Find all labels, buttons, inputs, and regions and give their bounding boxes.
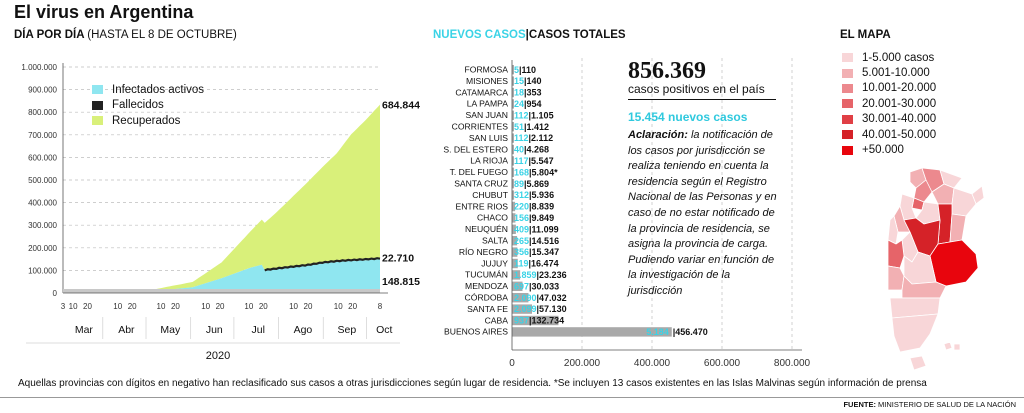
bar-value-label: 156|9.849 <box>514 213 555 223</box>
bar-value-label: 89|5.869 <box>514 178 550 189</box>
area-end-label: 22.710 <box>382 252 415 265</box>
map-legend-item <box>842 127 936 142</box>
bar-value-label: 2.099|57.130 <box>514 304 567 315</box>
note-bold: Aclaración: <box>628 129 688 141</box>
daily-heading-bold: DÍA POR DÍA <box>14 29 85 41</box>
bar-category-label: NEUQUÉN <box>465 224 508 235</box>
bar-value-label: 1.859|23.236 <box>514 270 567 280</box>
legend-label-fallecidos: Fallecidos <box>112 99 164 112</box>
bar-row <box>465 65 537 75</box>
area-legend <box>92 82 204 129</box>
area-month-label: Jun <box>205 324 223 336</box>
bar-value-label: 40|4.268 <box>514 144 550 155</box>
bar-value-label: 119|16.474 <box>514 258 559 269</box>
bar-value-label: 24|954 <box>514 99 542 109</box>
map-region-buenos-aires <box>930 240 978 286</box>
bar-row <box>482 236 559 246</box>
bar-category-label: CÓRDOBA <box>464 292 508 303</box>
area-x-day-label: 10 <box>201 302 211 311</box>
area-month-label: Oct <box>376 324 393 336</box>
daily-area-chart <box>0 45 420 367</box>
bar-total-label: |456.470 <box>672 327 708 337</box>
area-x-day-label: 10 <box>156 302 166 311</box>
area-x-day-label: 8 <box>377 302 383 311</box>
area-y-tick-label: 1.000.000 <box>21 63 57 72</box>
map-legend-swatch <box>842 84 853 93</box>
map-region-tierra-del-fuego <box>910 356 926 370</box>
bar-category-label: SAN JUAN <box>465 110 508 121</box>
bar-value-label: 937|132.734 <box>514 315 565 326</box>
bar-row <box>477 213 554 223</box>
map-legend-label: 40.001-50.000 <box>862 128 937 141</box>
bar-row <box>450 167 558 177</box>
map-legend-item <box>842 50 936 65</box>
bar-category-label: FORMOSA <box>464 64 508 75</box>
area-x-day-label: 20 <box>127 302 137 311</box>
area-month-label: Abr <box>118 324 135 336</box>
bar-category-label: CABA <box>484 315 508 326</box>
bar-category-label: BUENOS AIRES <box>444 326 508 337</box>
total-cases-number: 856.369 <box>628 58 706 84</box>
bar-category-label: SANTA FE <box>467 303 508 314</box>
footnote: Aquellas provincias con dígitos en negativo han reclasificado sus casos a otras jurisdicciones según lugar de residencia. *Se incluyen 13 casos existentes en las Islas Malvinas según información de prensa <box>18 378 927 389</box>
area-y-tick-label: 500.000 <box>28 176 57 185</box>
bar-category-label: JUJUY <box>481 258 508 269</box>
bar-category-label: SANTA CRUZ <box>454 178 508 189</box>
map-legend <box>842 50 936 158</box>
map-region-entre-rios <box>950 214 966 242</box>
map-legend-swatch <box>842 99 853 108</box>
bar-category-label: S. DEL ESTERO <box>443 144 508 155</box>
main-title: El virus en Argentina <box>14 2 194 22</box>
legend-swatch-activos <box>92 85 103 94</box>
area-y-tick-label: 200.000 <box>28 243 57 253</box>
map-legend-label: 20.001-30.000 <box>862 97 937 110</box>
bar-row <box>465 270 567 280</box>
area-x-day-label: 3 <box>60 302 66 311</box>
source-label: FUENTE: <box>843 400 876 409</box>
area-baseline-band <box>63 289 380 293</box>
area-y-tick-label: 300.000 <box>28 221 57 231</box>
area-x-day-label: 20 <box>348 302 358 311</box>
bar-category-label: CORRIENTES <box>451 121 508 132</box>
area-x-day-label: 10 <box>244 302 254 311</box>
bar-category-label: SALTA <box>482 235 508 246</box>
map-region-santa-cruz <box>892 314 938 352</box>
bar-value-label: 112|1.105 <box>514 110 554 121</box>
area-x-day-label: 20 <box>303 302 313 311</box>
bar-row <box>454 179 549 189</box>
bar-value-label: 409|11.099 <box>514 224 559 235</box>
area-x-day-label: 20 <box>258 302 268 311</box>
map-region-neuquen <box>888 266 904 290</box>
daily-subheading: (HASTA EL 8 DE OCTUBRE) <box>87 29 237 41</box>
bar-row <box>467 304 567 314</box>
bar-new-label: 5.184 <box>646 327 669 337</box>
bar-value-label: 51|1.412 <box>514 121 550 132</box>
area-month-label: Jul <box>251 324 265 336</box>
bar-row <box>455 201 554 211</box>
area-month-label: Sep <box>337 324 357 336</box>
area-x-day-label: 10 <box>113 302 123 311</box>
area-x-axis <box>26 293 400 362</box>
area-x-day-label: 20 <box>215 302 225 311</box>
bar-x-tick-label: 400.000 <box>633 358 671 369</box>
map-legend-label: +50.000 <box>862 144 904 157</box>
bar-row <box>467 99 542 109</box>
area-y-tick-label: 700.000 <box>28 130 57 140</box>
map-legend-item <box>842 142 936 157</box>
map-legend-swatch <box>842 69 853 78</box>
area-x-day-label: 10 <box>68 302 78 311</box>
bar-x-tick-label: 200.000 <box>563 358 601 369</box>
map-legend-swatch <box>842 146 853 155</box>
bar-category-label: CHUBUT <box>472 189 508 200</box>
area-month-label: Mar <box>74 324 93 336</box>
map-legend-swatch <box>842 115 853 124</box>
map-legend-swatch <box>842 53 853 62</box>
map-legend-label: 5.001-10.000 <box>862 67 930 80</box>
bar-row <box>465 293 567 303</box>
bar-x-tick-label: 0 <box>509 358 515 369</box>
legend-label-recuperados: Recuperados <box>112 114 181 127</box>
bar-value-label: 117|5.547 <box>514 156 554 166</box>
bar-value-label: 312|5.936 <box>514 190 555 201</box>
area-x-day-label: 10 <box>289 302 298 311</box>
bar-category-label: MISIONES <box>465 75 508 86</box>
map-legend-item <box>842 112 936 127</box>
bar-category-label: SAN LUIS <box>468 132 508 143</box>
total-cases-label: casos positivos en el país <box>628 82 765 96</box>
bar-category-label: CATAMARCA <box>455 87 508 98</box>
bar-x-tick-label: 800.000 <box>773 358 811 369</box>
legend-swatch-fallecidos <box>92 101 103 110</box>
bar-category-label: TUCUMÁN <box>465 269 508 280</box>
bar-row <box>485 315 565 325</box>
bar-x-tick-label: 600.000 <box>703 358 741 369</box>
bar-category-label: CHACO <box>476 212 508 223</box>
map-legend-item <box>842 65 936 80</box>
area-month-label: Ago <box>293 324 313 336</box>
summary-divider <box>628 99 776 100</box>
map-legend-swatch <box>842 130 853 139</box>
bar-row <box>472 190 554 200</box>
area-month-label: May <box>160 324 181 336</box>
bar-row <box>481 258 558 268</box>
map-legend-label: 30.001-40.000 <box>862 113 937 126</box>
heading-separator: | <box>525 29 529 41</box>
bar-row <box>452 122 549 132</box>
area-end-label: 684.844 <box>382 99 420 112</box>
area-y-tick-label: 900.000 <box>28 85 57 95</box>
bar-category-label: ENTRE RIOS <box>455 201 508 212</box>
area-y-tick-label: 100.000 <box>28 266 57 276</box>
map-region-corrientes <box>952 188 976 216</box>
area-y-tick-label: 600.000 <box>28 153 57 163</box>
bar-value-label: 697|30.033 <box>514 281 560 292</box>
source-credit <box>843 400 1016 409</box>
area-y-tick-label: 800.000 <box>28 108 57 118</box>
area-y-tick-label: 0 <box>52 289 57 298</box>
source-text: MINISTERIO DE SALUD DE LA NACIÓN <box>875 400 1016 409</box>
bar-row <box>455 87 541 97</box>
bar-value-label: 2.090|47.032 <box>514 292 567 303</box>
bar-value-label: 15|140 <box>514 76 542 87</box>
bar-category-label: LA PAMPA <box>466 98 508 109</box>
bar-row <box>466 110 554 120</box>
map-legend-label: 10.001-20.000 <box>862 82 937 95</box>
bar-value-label: 168|5.804* <box>514 167 558 178</box>
bar-value-label: 112|2.112 <box>514 133 554 144</box>
map-heading: EL MAPA <box>840 29 891 41</box>
area-series <box>63 105 380 293</box>
area-x-day-label: 20 <box>170 302 180 311</box>
legend-item-activos <box>92 82 204 98</box>
map-legend-label: 1-5.000 casos <box>862 51 935 64</box>
bar-category-label: RÍO NEGRO <box>458 246 508 257</box>
bar-value-label: 265|14.516 <box>514 235 560 246</box>
legend-item-fallecidos <box>92 98 204 114</box>
bar-row <box>444 327 708 337</box>
cases-heading <box>433 29 626 41</box>
bar-value-label: 18|353 <box>514 87 542 98</box>
area-end-labels <box>382 100 420 288</box>
bottom-divider <box>0 397 1024 398</box>
bar-value-label: 356|15.347 <box>514 247 560 258</box>
daily-heading <box>14 29 237 41</box>
area-x-day-label: 20 <box>83 302 92 311</box>
bar-value-label: 220|8.839 <box>514 201 555 212</box>
argentina-map <box>880 158 990 376</box>
area-x-day-label: 10 <box>333 302 343 311</box>
bar-row <box>459 247 559 257</box>
new-cases-heading: NUEVOS CASOS <box>433 29 526 41</box>
new-cases-summary: 15.454 nuevos casos <box>628 110 748 124</box>
area-y-tick-label: 400.000 <box>28 198 57 208</box>
map-region-malvinas <box>944 342 960 350</box>
bar-category-label: MENDOZA <box>465 281 508 292</box>
bar-category-label: T. DEL FUEGO <box>449 167 508 178</box>
legend-label-activos: Infectados activos <box>112 83 205 96</box>
bar-row <box>469 133 553 143</box>
map-region-mendoza <box>888 240 904 268</box>
bar-row <box>443 144 549 154</box>
area-end-label: 148.815 <box>382 276 420 288</box>
map-legend-item <box>842 96 936 111</box>
total-cases-heading: CASOS TOTALES <box>528 29 626 41</box>
note-text: la notificación de los casos por jurisdicción se realiza teniendo en cuenta la residencia según el Registro Nacional de las Personas y en caso de no estar notificado de la provincia de residencia, se asigna la provincia de carga. Pudiendo variar en función de la investigación de la jurisdicción <box>628 129 777 297</box>
clarification-note <box>628 128 778 300</box>
bar-category-label: LA RIOJA <box>470 155 508 166</box>
area-y-tick-labels <box>21 63 57 298</box>
legend-item-recuperados <box>92 113 204 129</box>
bar-row <box>466 76 542 86</box>
legend-swatch-recuperados <box>92 116 103 125</box>
bar-value-label: 5|110 <box>514 64 537 75</box>
area-year-label: 2020 <box>205 350 231 362</box>
map-legend-item <box>842 81 936 96</box>
